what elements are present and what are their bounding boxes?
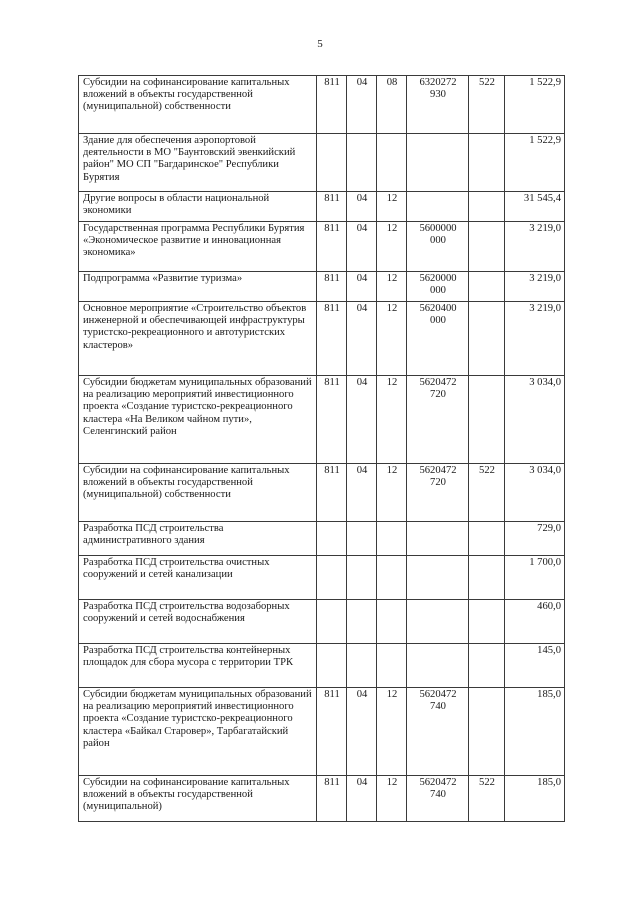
expense-type-cell [469, 192, 505, 222]
expense-name-cell: Субсидии на софинансирование капитальных вложений в объекты государственной (муниципальной) собственности [79, 464, 317, 522]
table-row [79, 776, 565, 822]
table-row [79, 600, 565, 644]
expense-name-cell: Подпрограмма «Развитие туризма» [79, 272, 317, 302]
amount-cell: 3 219,0 [505, 302, 565, 376]
expense-type-cell [469, 522, 505, 556]
section-code-cell: 04 [347, 776, 377, 822]
expense-type-cell [469, 556, 505, 600]
amount-cell: 1 700,0 [505, 556, 565, 600]
section-code-cell [347, 556, 377, 600]
subsection-code-cell [377, 600, 407, 644]
subsection-code-cell: 12 [377, 688, 407, 776]
grbs-code-cell: 811 [317, 76, 347, 134]
target-article-cell [407, 522, 469, 556]
grbs-code-cell: 811 [317, 688, 347, 776]
section-code-cell: 04 [347, 222, 377, 272]
grbs-code-cell: 811 [317, 376, 347, 464]
amount-cell: 3 034,0 [505, 464, 565, 522]
section-code-cell [347, 644, 377, 688]
table-row [79, 272, 565, 302]
expense-type-cell [469, 272, 505, 302]
table-row [79, 376, 565, 464]
expense-type-cell [469, 600, 505, 644]
table-row [79, 464, 565, 522]
grbs-code-cell: 811 [317, 222, 347, 272]
subsection-code-cell: 12 [377, 302, 407, 376]
section-code-cell: 04 [347, 688, 377, 776]
expense-name-cell: Разработка ПСД строительства контейнерных площадок для сбора мусора с территории ТРК [79, 644, 317, 688]
subsection-code-cell [377, 134, 407, 192]
subsection-code-cell: 12 [377, 222, 407, 272]
expense-type-cell [469, 302, 505, 376]
table-row [79, 556, 565, 600]
subsection-code-cell: 12 [377, 192, 407, 222]
target-article-cell [407, 556, 469, 600]
table-row [79, 134, 565, 192]
grbs-code-cell [317, 600, 347, 644]
expense-name-cell: Здание для обеспечения аэропортовой деятельности в МО "Баунтовский эвенкийский район" МО СП "Багдаринское" Республики Бурятия [79, 134, 317, 192]
section-code-cell [347, 600, 377, 644]
target-article-cell [407, 134, 469, 192]
amount-cell: 3 219,0 [505, 272, 565, 302]
expense-name-cell: Субсидии бюджетам муниципальных образований на реализацию мероприятий инвестиционного проекта «Создание туристско-рекреационного кластера «Байкал Старовер», Тарбагатайский район [79, 688, 317, 776]
expense-type-cell: 522 [469, 464, 505, 522]
expense-name-cell: Разработка ПСД строительства очистных сооружений и сетей канализации [79, 556, 317, 600]
amount-cell: 3 219,0 [505, 222, 565, 272]
grbs-code-cell: 811 [317, 272, 347, 302]
amount-cell: 145,0 [505, 644, 565, 688]
subsection-code-cell [377, 556, 407, 600]
section-code-cell: 04 [347, 464, 377, 522]
amount-cell: 460,0 [505, 600, 565, 644]
subsection-code-cell: 12 [377, 776, 407, 822]
section-code-cell: 04 [347, 302, 377, 376]
expense-type-cell [469, 222, 505, 272]
budget-table [78, 75, 565, 822]
subsection-code-cell: 12 [377, 272, 407, 302]
grbs-code-cell [317, 556, 347, 600]
subsection-code-cell: 08 [377, 76, 407, 134]
target-article-cell [407, 192, 469, 222]
expense-type-cell [469, 644, 505, 688]
expense-name-cell: Разработка ПСД строительства водозаборных сооружений и сетей водоснабжения [79, 600, 317, 644]
grbs-code-cell: 811 [317, 192, 347, 222]
target-article-cell: 5620472 740 [407, 776, 469, 822]
amount-cell: 3 034,0 [505, 376, 565, 464]
grbs-code-cell: 811 [317, 776, 347, 822]
target-article-cell: 5620400 000 [407, 302, 469, 376]
subsection-code-cell [377, 644, 407, 688]
table-row [79, 302, 565, 376]
target-article-cell: 5600000 000 [407, 222, 469, 272]
expense-name-cell: Субсидии на софинансирование капитальных вложений в объекты государственной (муниципальной) собственности [79, 76, 317, 134]
target-article-cell: 5620472 720 [407, 376, 469, 464]
section-code-cell: 04 [347, 192, 377, 222]
expense-type-cell [469, 134, 505, 192]
amount-cell: 1 522,9 [505, 134, 565, 192]
budget-table-body [79, 76, 565, 822]
amount-cell: 1 522,9 [505, 76, 565, 134]
expense-type-cell: 522 [469, 76, 505, 134]
target-article-cell: 5620472 740 [407, 688, 469, 776]
amount-cell: 729,0 [505, 522, 565, 556]
target-article-cell: 5620472 720 [407, 464, 469, 522]
target-article-cell: 6320272 930 [407, 76, 469, 134]
subsection-code-cell [377, 522, 407, 556]
amount-cell: 185,0 [505, 688, 565, 776]
expense-name-cell: Субсидии на софинансирование капитальных вложений в объекты государственной (муниципальной) [79, 776, 317, 822]
amount-cell: 185,0 [505, 776, 565, 822]
table-row [79, 522, 565, 556]
grbs-code-cell: 811 [317, 302, 347, 376]
section-code-cell [347, 134, 377, 192]
expense-type-cell [469, 376, 505, 464]
section-code-cell [347, 522, 377, 556]
grbs-code-cell [317, 134, 347, 192]
target-article-cell [407, 644, 469, 688]
subsection-code-cell: 12 [377, 376, 407, 464]
table-row [79, 192, 565, 222]
expense-name-cell: Разработка ПСД строительства административного здания [79, 522, 317, 556]
expense-name-cell: Государственная программа Республики Бурятия «Экономическое развитие и инновационная экономика» [79, 222, 317, 272]
table-row [79, 76, 565, 134]
section-code-cell: 04 [347, 376, 377, 464]
expense-type-cell [469, 688, 505, 776]
section-code-cell: 04 [347, 272, 377, 302]
expense-type-cell: 522 [469, 776, 505, 822]
grbs-code-cell [317, 522, 347, 556]
table-row [79, 688, 565, 776]
grbs-code-cell [317, 644, 347, 688]
expense-name-cell: Основное мероприятие «Строительство объектов инженерной и обеспечивающей инфраструктуры туристско-рекреационного и автотуристских кластеров» [79, 302, 317, 376]
page-number: 5 [317, 38, 323, 50]
amount-cell: 31 545,4 [505, 192, 565, 222]
expense-name-cell: Другие вопросы в области национальной экономики [79, 192, 317, 222]
table-row [79, 644, 565, 688]
subsection-code-cell: 12 [377, 464, 407, 522]
target-article-cell [407, 600, 469, 644]
target-article-cell: 5620000 000 [407, 272, 469, 302]
expense-name-cell: Субсидии бюджетам муниципальных образований на реализацию мероприятий инвестиционного проекта «Создание туристско-рекреационного кластера «На Великом чайном пути», Селенгинский район [79, 376, 317, 464]
table-row [79, 222, 565, 272]
section-code-cell: 04 [347, 76, 377, 134]
grbs-code-cell: 811 [317, 464, 347, 522]
